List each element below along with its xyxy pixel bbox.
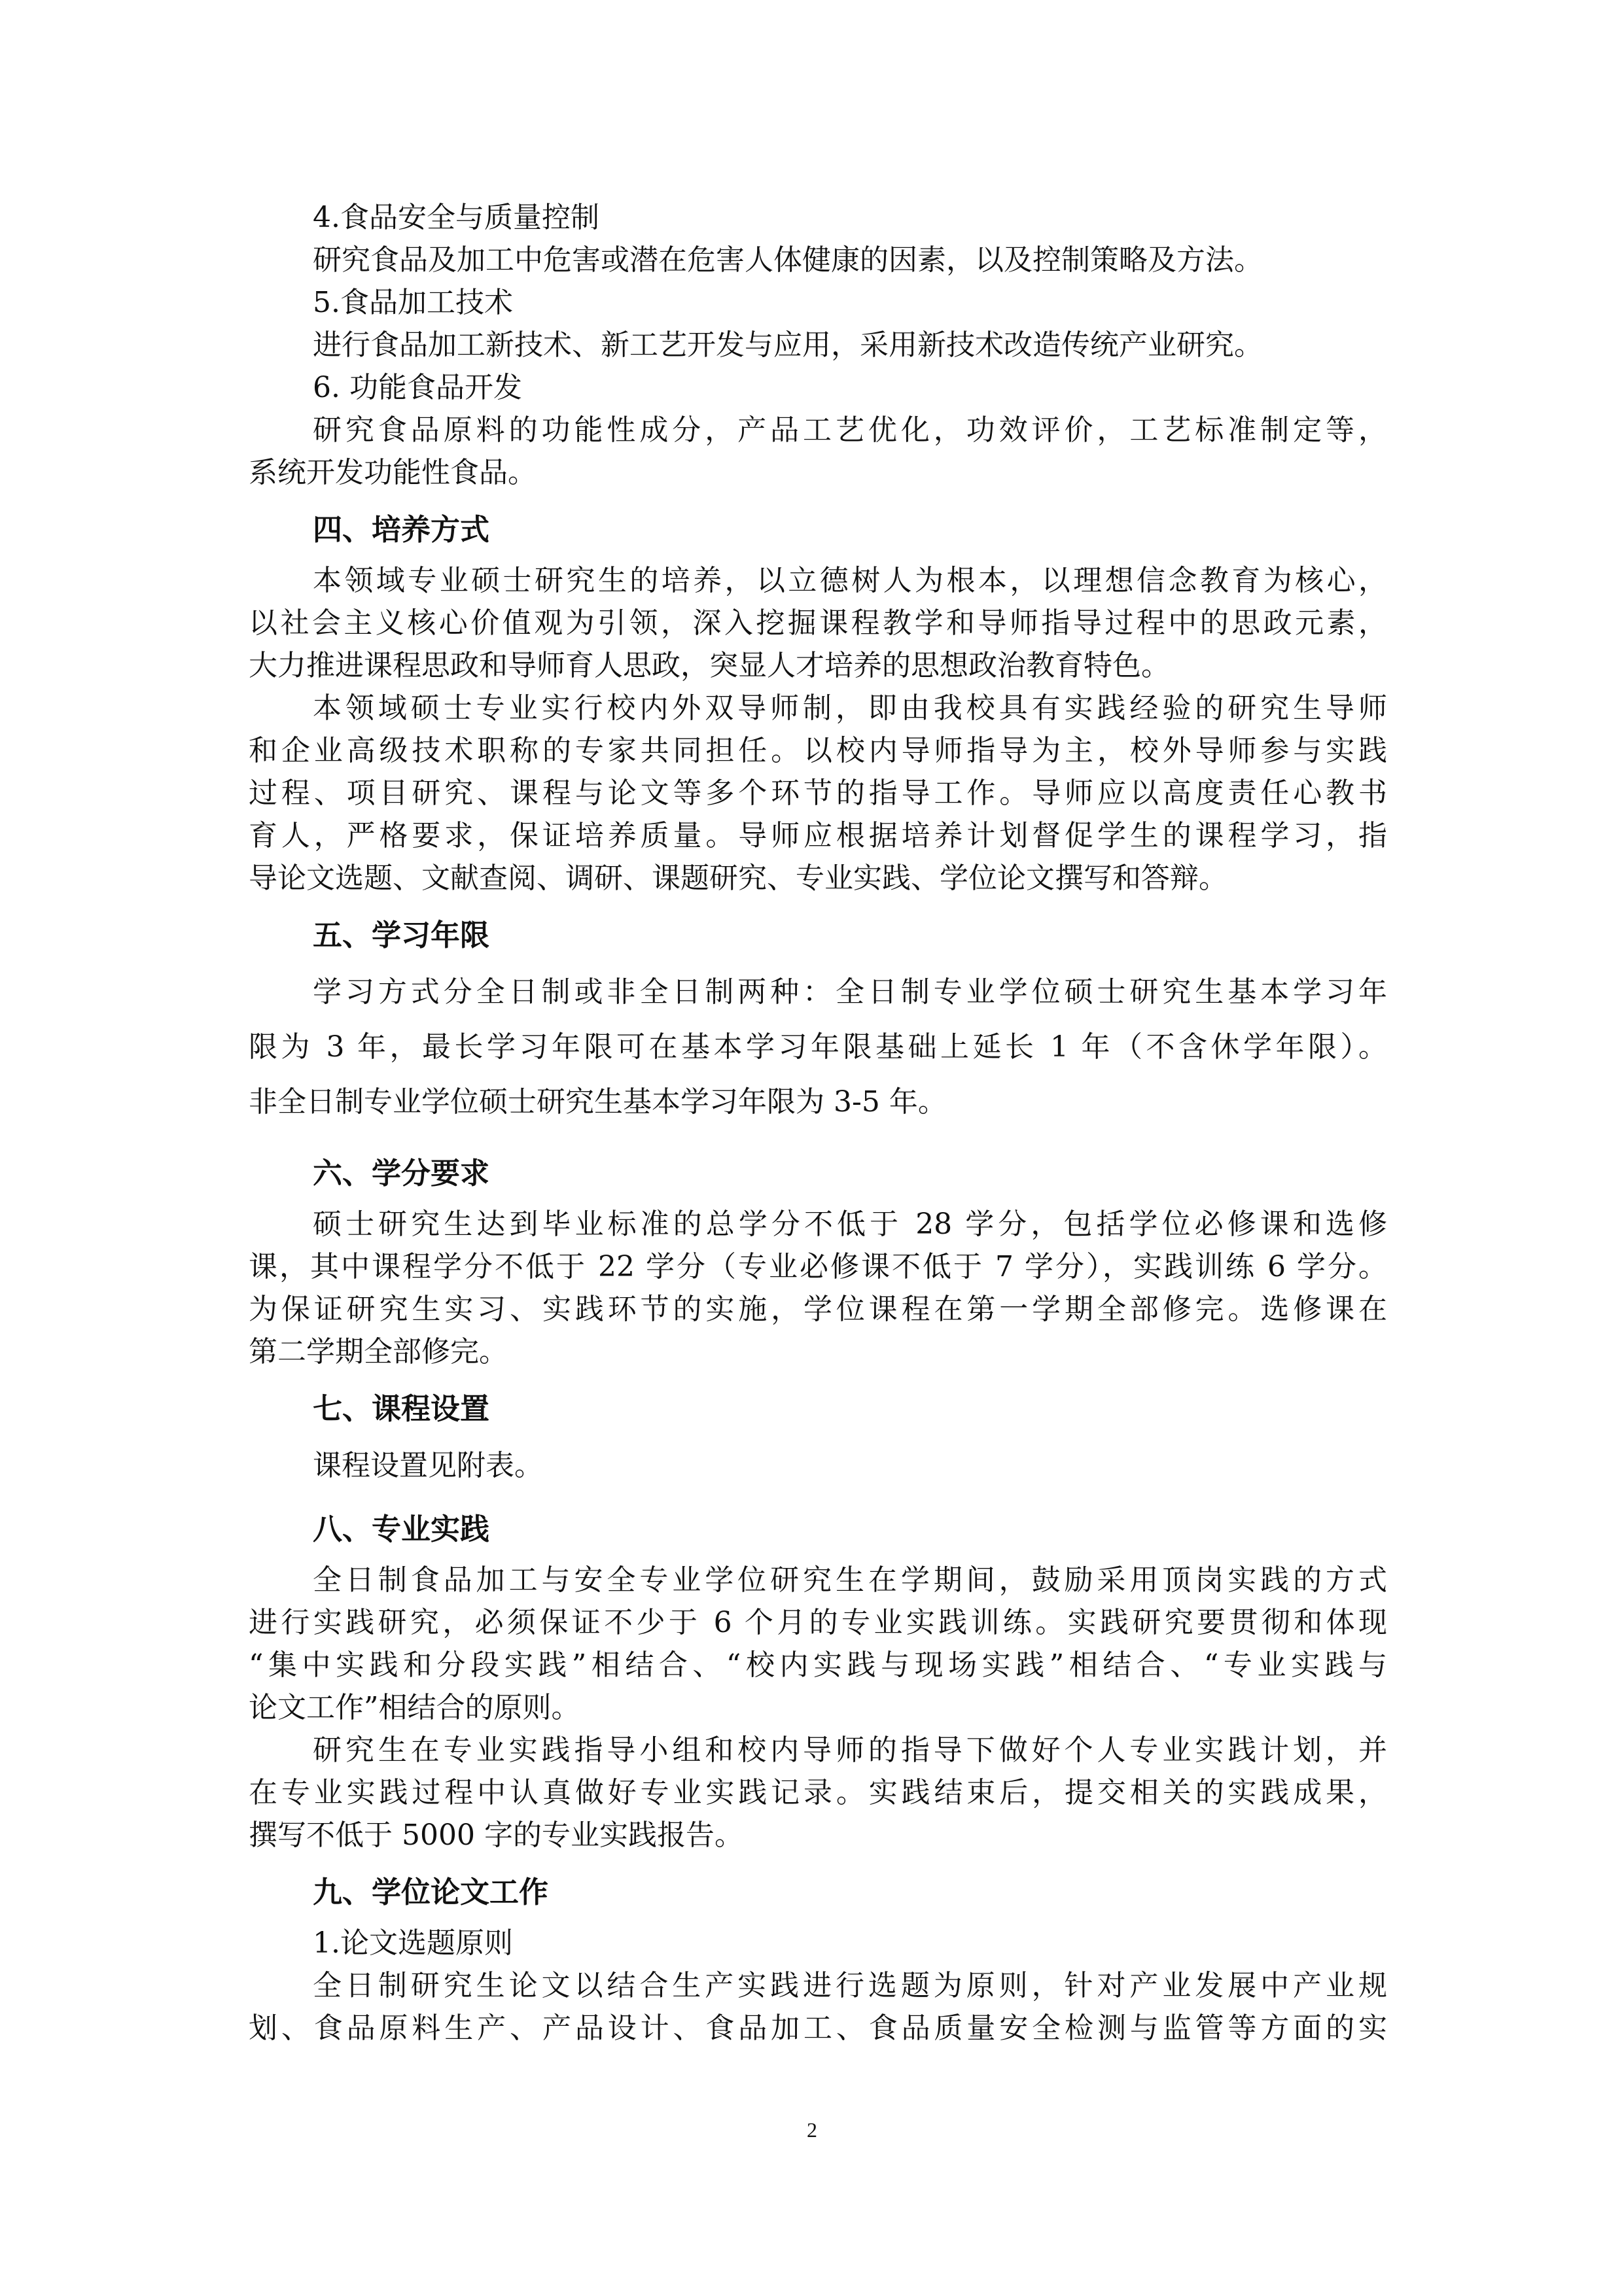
paragraph-line: 育人，严格要求，保证培养质量。导师应根据培养计划督促学生的课程学习，指 <box>249 819 1387 852</box>
paragraph-line: 过程、项目研究、课程与论文等多个环节的指导工作。导师应以高度责任心教书 <box>249 776 1387 810</box>
paragraph-line: 课程设置见附表。 <box>313 1449 543 1482</box>
paragraph-line: 学习方式分全日制或非全日制两种：全日制专业学位硕士研究生基本学习年 <box>313 975 1387 1009</box>
paragraph-line: 为保证研究生实习、实践环节的实施，学位课程在第一学期全部修完。选修课在 <box>249 1293 1387 1326</box>
paragraph-line: 导论文选题、文献查阅、调研、课题研究、专业实践、学位论文撰写和答辩。 <box>249 861 1227 895</box>
paragraph-line: 第二学期全部修完。 <box>249 1335 508 1368</box>
paragraph-line: 研究食品原料的功能性成分，产品工艺优化，功效评价，工艺标准制定等， <box>313 413 1387 447</box>
paragraph-line: 限为 3 年，最长学习年限可在基本学习年限基础上延长 1 年（不含休学年限）。 <box>249 1030 1387 1064</box>
paragraph-line: 论文工作”相结合的原则。 <box>249 1691 580 1724</box>
paragraph-line: 硕士研究生达到毕业标准的总学分不低于 28 学分，包括学位必修课和选修 <box>313 1208 1387 1241</box>
paragraph-line: 全日制研究生论文以结合生产实践进行选题为原则，针对产业发展中产业规 <box>313 1969 1387 2002</box>
paragraph-line: 系统开发功能性食品。 <box>249 456 537 489</box>
paragraph-line: “集中实践和分段实践”相结合、“校内实践与现场实践”相结合、“专业实践与 <box>249 1648 1387 1682</box>
paragraph-line: 本领域硕士专业实行校内外双导师制，即由我校具有实践经验的研究生导师 <box>313 691 1387 725</box>
paragraph-line: 非全日制专业学位硕士研究生基本学习年限为 3-5 年。 <box>249 1085 947 1119</box>
paragraph-line: 在专业实践过程中认真做好专业实践记录。实践结束后，提交相关的实践成果， <box>249 1776 1387 1809</box>
subsection-title: 4.食品安全与质量控制 <box>313 201 599 234</box>
paragraph-line: 研究生在专业实践指导小组和校内导师的指导下做好个人专业实践计划，并 <box>313 1733 1387 1767</box>
paragraph-line: 进行食品加工新技术、新工艺开发与应用，采用新技术改造传统产业研究。 <box>313 328 1263 362</box>
subsection-title: 1.论文选题原则 <box>313 1926 513 1960</box>
section-heading: 九、学位论文工作 <box>313 1875 549 1909</box>
paragraph-line: 和企业高级技术职称的专家共同担任。以校内导师指导为主，校外导师参与实践 <box>249 734 1387 767</box>
page-number: 2 <box>807 2118 817 2142</box>
section-heading: 七、课程设置 <box>313 1391 490 1426</box>
paragraph-line: 全日制食品加工与安全专业学位研究生在学期间，鼓励采用顶岗实践的方式 <box>313 1563 1387 1597</box>
page-body <box>249 196 1387 2049</box>
paragraph-line: 本领域专业硕士研究生的培养，以立德树人为根本，以理想信念教育为核心， <box>313 564 1387 597</box>
subsection-title: 5.食品加工技术 <box>313 286 513 319</box>
section-heading: 六、学分要求 <box>313 1156 490 1191</box>
section-heading: 八、专业实践 <box>313 1512 490 1546</box>
section-heading: 四、培养方式 <box>313 512 490 547</box>
subsection-title: 6. 功能食品开发 <box>313 371 522 404</box>
paragraph-line: 撰写不低于 5000 字的专业实践报告。 <box>249 1818 743 1852</box>
paragraph-line: 大力推进课程思政和导师育人思政，突显人才培养的思想政治教育特色。 <box>249 649 1170 682</box>
paragraph-line: 进行实践研究，必须保证不少于 6 个月的专业实践训练。实践研究要贯彻和体现 <box>249 1606 1387 1639</box>
section-heading: 五、学习年限 <box>313 918 490 952</box>
paragraph-line: 以社会主义核心价值观为引领，深入挖掘课程教学和导师指导过程中的思政元素， <box>249 606 1387 640</box>
paragraph-line: 课，其中课程学分不低于 22 学分（专业必修课不低于 7 学分），实践训练 6 学分。 <box>249 1250 1387 1283</box>
paragraph-line: 研究食品及加工中危害或潜在危害人体健康的因素，以及控制策略及方法。 <box>313 243 1263 277</box>
paragraph-line: 划、食品原料生产、产品设计、食品加工、食品质量安全检测与监管等方面的实 <box>249 2011 1387 2045</box>
